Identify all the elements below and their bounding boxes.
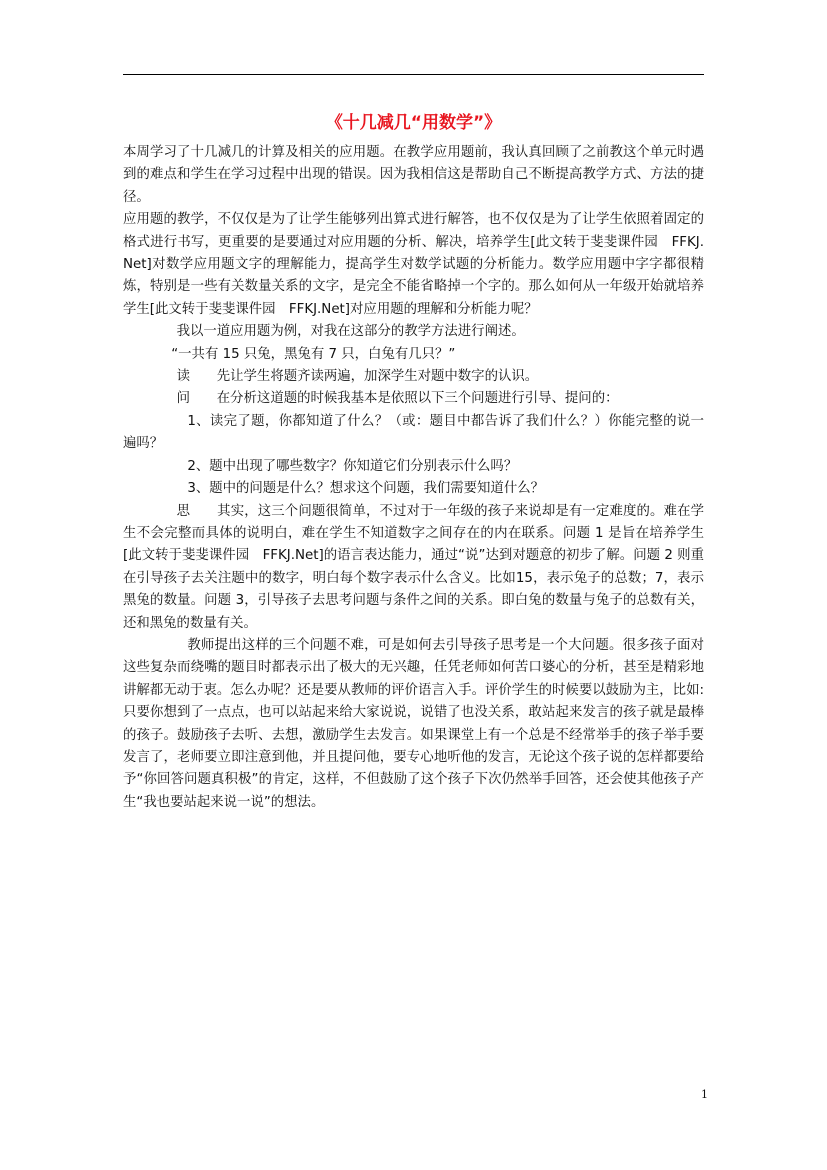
page-number: 1 [701, 1088, 708, 1101]
paragraph-think: 思 其实，这三个问题很简单，不过对于一年级的孩子来说却是有一定难度的。难在学生不会完整而具体的说明白，难在学生不知道数字之间存在的内在联系。问题 1 是旨在培养学生[此文转于斐斐课件园 FFKJ.Net]的语言表达能力，通过“说”达到对题意的初步了解。问题 2 则重在引导孩子去关注题中的数字，明白每个数字表示什么含义。比如15，表示兔子的总数；7，表示黑兔的数量。问题 3，引导孩子去思考问题与条件之间的关系。即白兔的数量与兔子的总数有关，还和黑兔的数量有关。 [123, 503, 704, 631]
paragraph-purpose: 应用题的教学，不仅仅是为了让学生能够列出算式进行解答，也不仅仅是为了让学生依照着固定的格式进行书写，更重要的是要通过对应用题的分析、解决，培养学生[此文转于斐斐课件园 FFKJ.Net]对数学应用题文字的理解能力，提高学生对数学试题的分析能力。数学应用题中字字都很精炼，特别是一些有关数量关系的文字，是完全不能省略掉一个字的。那么如何从一年级开始就培养学生[此文转于斐斐课件园 FFKJ.Net]对应用题的理解和分析能力呢？ [123, 212, 704, 317]
question-item-1: 1、读完了题，你都知道了什么？（或：题目中都告诉了我们什么？）你能完整的说一遍吗？ [123, 413, 704, 452]
paragraph-ask: 问 在分析这道题的时候我基本是依照以下三个问题进行引导、提问的： [176, 391, 619, 407]
paragraph-teacher: 教师提出这样的三个问题不难，可是如何去引导孩子思考是一个大问题。很多孩子面对这些复杂而绕嘴的题目时都表示出了极大的无兴趣，任凭老师如何苦口婆心的分析，甚至是精彩地讲解都无动于衷。怎么办呢？还是要从教师的评价语言入手。评价学生的时候要以鼓励为主，比如: 只要你想到了一点点，也可以站起来给大家说说，说错了也没关系，敢站起来发言的孩子就是最棒的孩子。鼓励孩子去听、去想，激励学生去发言。如果课堂上有一个总是不经常举手的孩子举手要发言了，老师要立即注意到他，并且提问他，要专心地听他的发言，无论这个孩子说的怎样都要给予“你回答问题真积极”的肯定，这样，不但鼓励了这个孩子下次仍然举手回答，还会使其他孩子产生“我也要站起来说一说”的想法。 [123, 637, 704, 810]
header-rule [123, 74, 704, 75]
paragraph-example-intro: 我以一道应用题为例，对我在这部分的教学方法进行阐述。 [176, 324, 525, 340]
question-item-2: 2、题中出现了哪些数字？你知道它们分别表示什么吗？ [187, 458, 518, 474]
paragraph-example-problem: “一共有 15 只兔，黑兔有 7 只，白兔有几只？” [171, 346, 456, 362]
question-item-3: 3、题中的问题是什么？想求这个问题，我们需要知道什么？ [187, 481, 544, 497]
document-body [123, 142, 704, 814]
paragraph-intro: 本周学习了十几减几的计算及相关的应用题。在教学应用题前，我认真回顾了之前教这个单元时遇到的难点和学生在学习过程中出现的错误。因为我相信这是帮助自己不断提高教学方式、方法的捷径。 [123, 145, 704, 205]
paragraph-read: 读 先让学生将题齐读两遍，加深学生对题中数字的认识。 [176, 369, 539, 385]
document-title: 《十几减几“用数学”》 [325, 113, 502, 133]
